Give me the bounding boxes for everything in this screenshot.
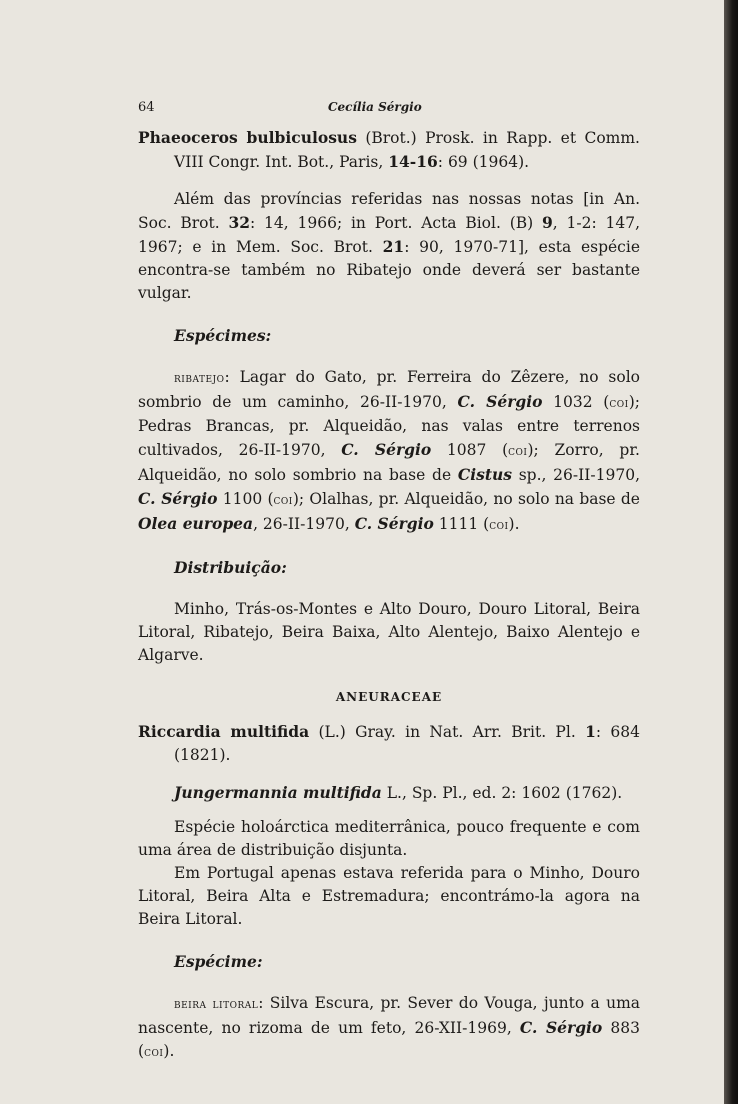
species-entry-phaeoceros: Phaeoceros bulbiculosus (Brot.) Prosk. in Rapp. et Comm. VIII Congr. Int. Bot., Paris, 14-16: 69 (1964). (138, 128, 640, 171)
specimens-heading: Espécimes: (174, 326, 272, 345)
specimen-text: beira litoral: Silva Escura, pr. Sever do Vouga, junto a uma nascente, no rizoma de um feto, 26-XII-1969, C. Sérgio 883 (coi). (138, 994, 641, 1060)
species-name: Phaeoceros bulbiculosus (138, 128, 357, 147)
paragraph-holoarctic: Espécie holoárctica mediterrânica, pouco frequente e com uma área de distribuição disjunta. (138, 818, 640, 859)
page-number: 64 (138, 100, 155, 115)
page-content (138, 126, 640, 1064)
distribution-text: Minho, Trás-os-Montes e Alto Douro, Douro Litoral, Beira Litoral, Ribatejo, Beira Baixa, Alto Alentejo, Baixo Alentejo e Algarve. (138, 600, 640, 664)
specimen-heading: Espécime: (174, 952, 263, 971)
distribution-heading: Distribuição: (174, 558, 287, 577)
running-author: Cecília Sérgio (328, 100, 422, 114)
paragraph-provinces: Além das províncias referidas nas nossas notas [in An. Soc. Brot. 32: 14, 1966; in Port. Acta Biol. (B) 9, 1-2: 147, 1967; e in Mem. Soc. Brot. 21: 90, 1970-71], esta espécie encontra-se também no Ribatejo onde deverá ser bastante vulgar. (138, 190, 640, 302)
family-heading: ANEURACEAE (335, 690, 443, 704)
species-name: Riccardia multifida (138, 722, 310, 741)
synonym-line: Jungermannia multifida L., Sp. Pl., ed. 2: 1602 (1762). (174, 783, 623, 802)
specimens-list: ribatejo: Lagar do Gato, pr. Ferreira do Zêzere, no solo sombrio de um caminho, 26-II-1970, C. Sérgio 1032 (coi); Pedras Brancas, pr. Alqueidão, nas valas entre terrenos cultivados, 26-II-1970, C. Sérgio 1087 (coi); Zorro, pr. Alqueidão, no solo sombrio na base de Cistus sp., 26-II-1970, C. Sérgio 1100 (coi); Olalhas, pr. Alqueidão, no solo na base de Olea europea, 26-II-1970, C. Sérgio 1111 (coi). (138, 368, 641, 533)
book-spine-edge (724, 0, 738, 1104)
species-entry-riccardia: Riccardia multifida (L.) Gray. in Nat. Arr. Brit. Pl. 1: 684 (1821). (138, 722, 641, 764)
paragraph-portugal: Em Portugal apenas estava referida para o Minho, Douro Litoral, Beira Alta e Estremadura; encontrámo-la agora na Beira Litoral. (138, 864, 640, 928)
